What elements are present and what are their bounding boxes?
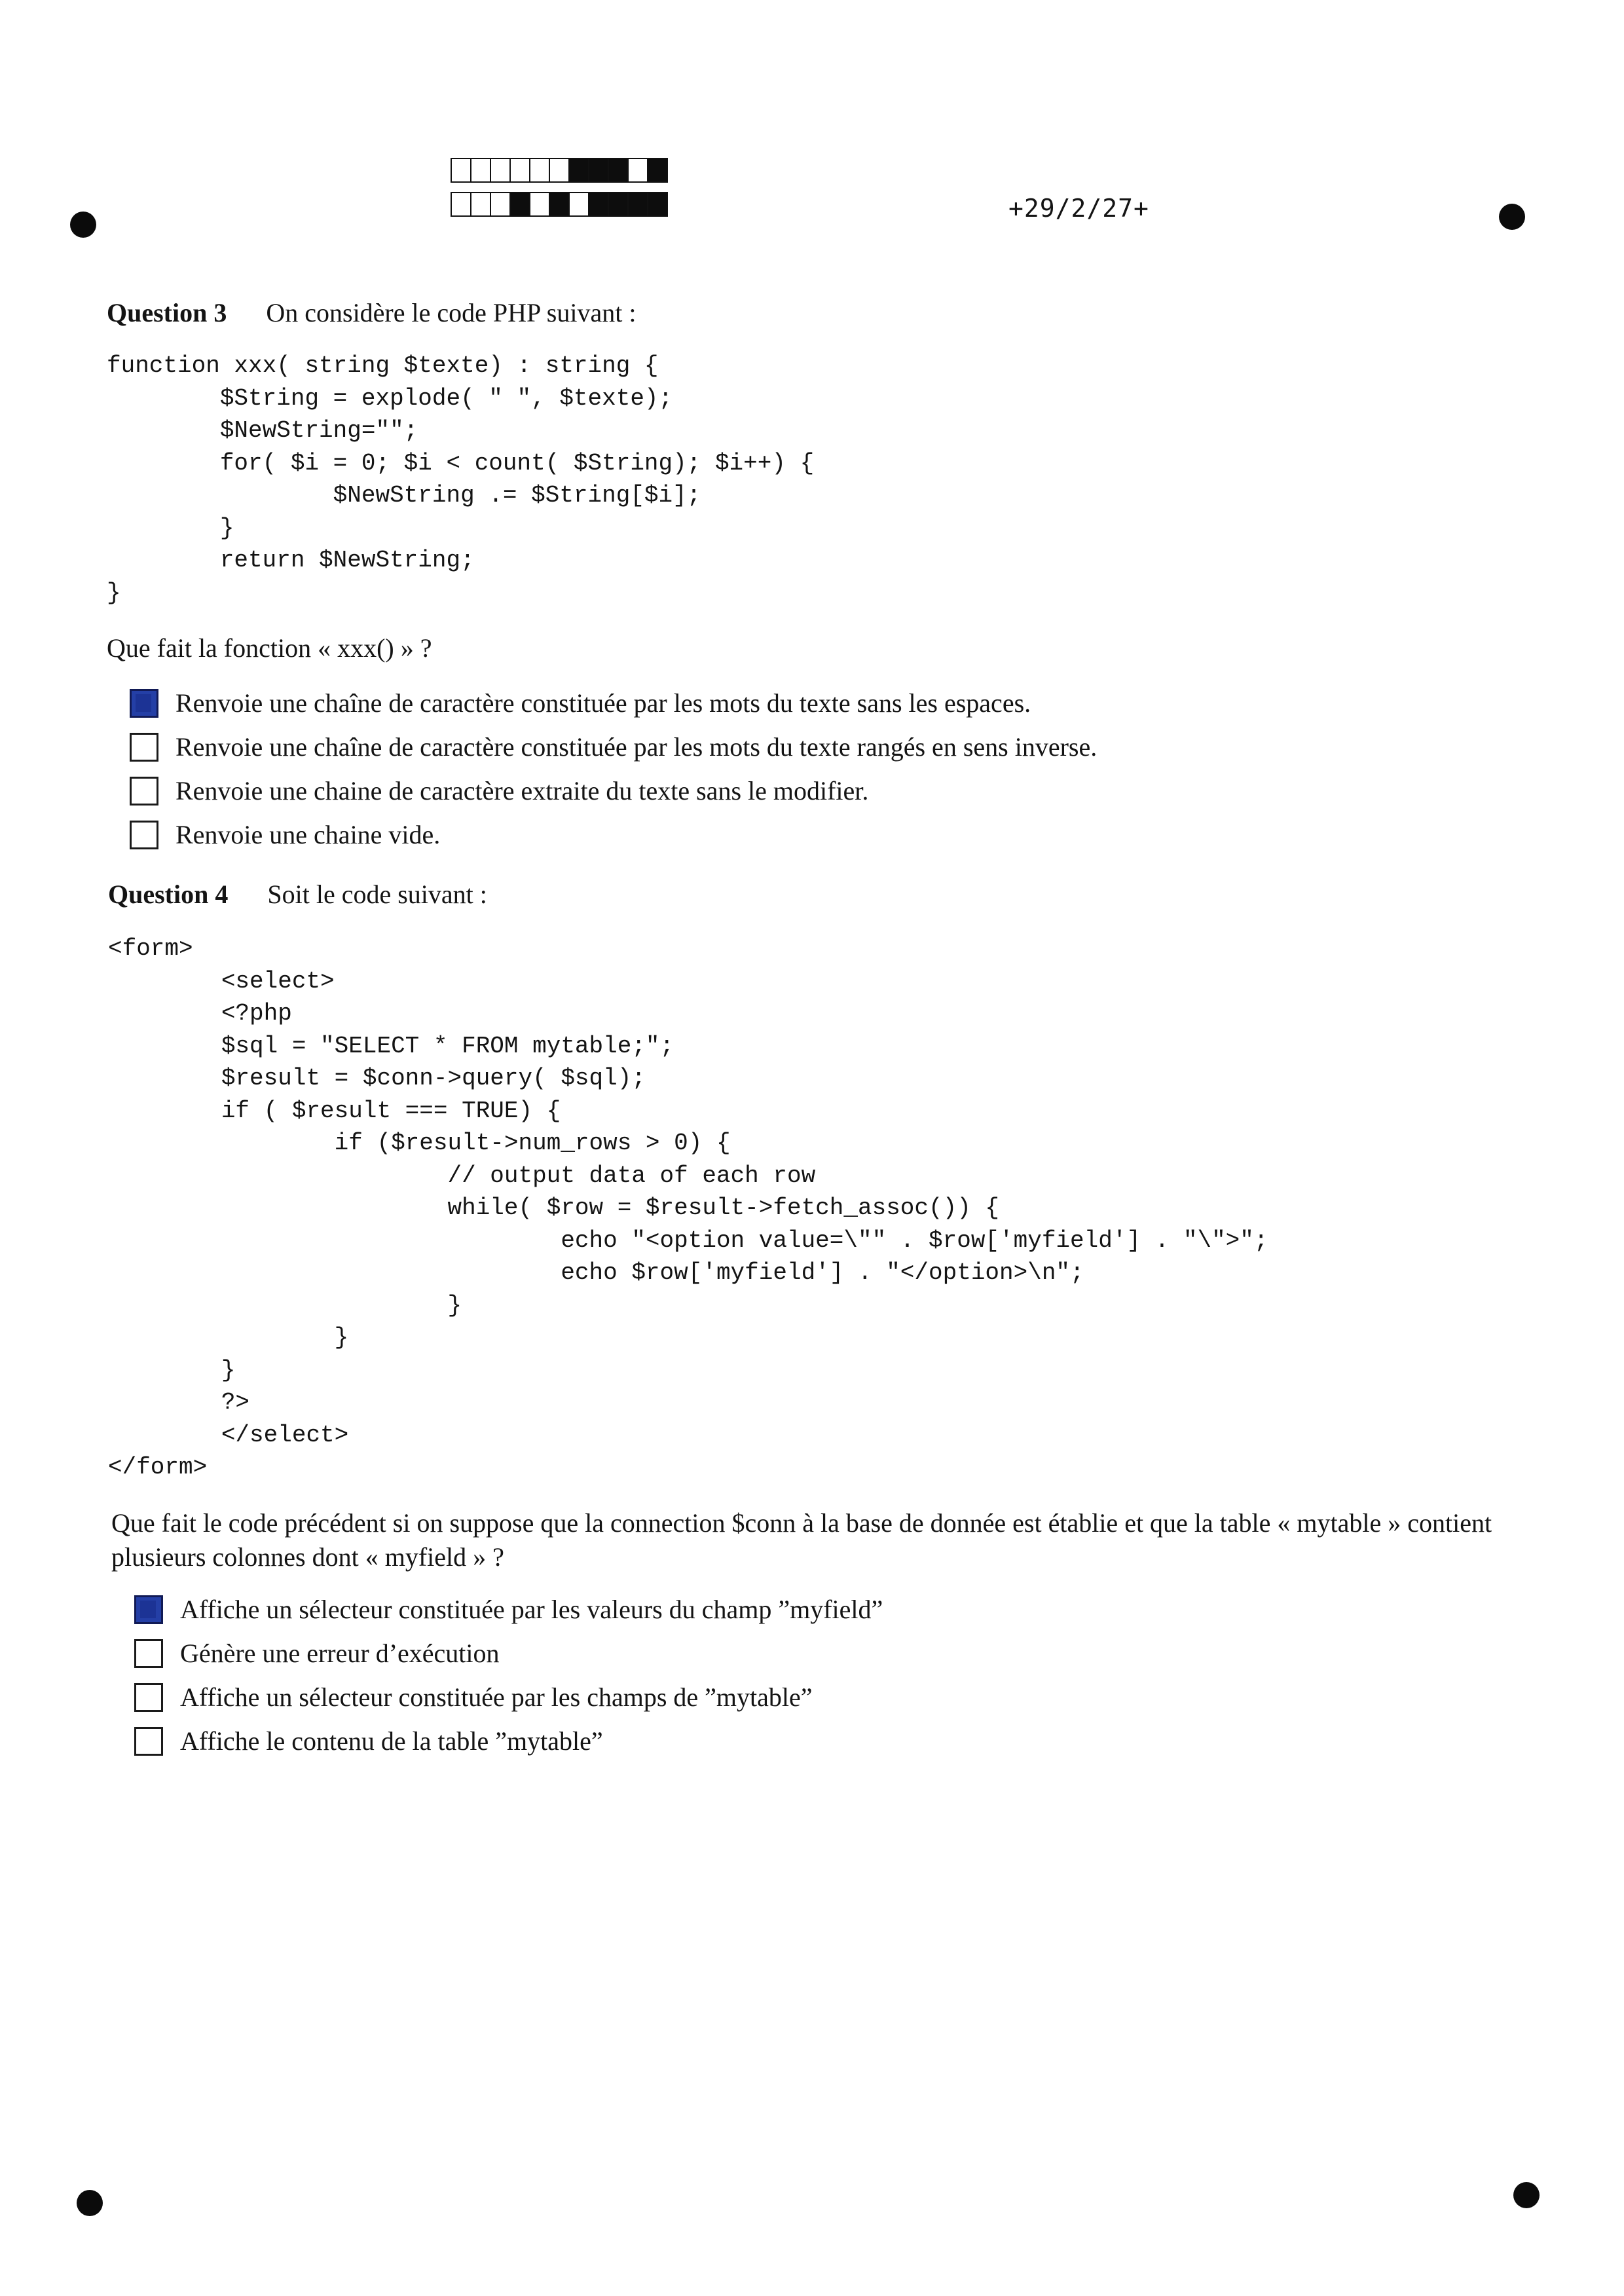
barcode-cell bbox=[491, 158, 511, 183]
question-4-answers bbox=[134, 1587, 883, 1763]
barcode-cell bbox=[570, 192, 589, 217]
barcode-cell bbox=[511, 158, 530, 183]
barcode-cell bbox=[589, 158, 609, 183]
answer-text: Affiche le contenu de la table ”mytable” bbox=[180, 1726, 603, 1756]
answer-option[interactable] bbox=[134, 1587, 883, 1631]
answer-text: Renvoie une chaîne de caractère constituée par les mots du texte sans les espaces. bbox=[175, 688, 1031, 718]
barcode-cell bbox=[550, 192, 570, 217]
barcode-row-2 bbox=[451, 192, 668, 217]
question-4-code: <form> <select> <?php $sql = "SELECT * FROM mytable;"; $result = $conn->query( $sql); if ( $result === TRUE) { if ($result->num_rows > 0) { // output data of each row while( $row = $result->fetch_assoc()) { echo "<option value=\"" . $row['myfield'] . "\">"; echo $row['myfield'] . "</option>\n"; } } } ?> </select> </form> bbox=[108, 935, 1268, 1481]
barcode-cell bbox=[511, 192, 530, 217]
barcode-cell bbox=[491, 192, 511, 217]
answer-checkbox[interactable] bbox=[134, 1595, 163, 1624]
barcode-cell bbox=[471, 192, 491, 217]
answer-text: Renvoie une chaîne de caractère constituée par les mots du texte rangés en sens inverse. bbox=[175, 732, 1098, 762]
answer-text: Génère une erreur d’exécution bbox=[180, 1639, 500, 1668]
question-4-prompt: Que fait le code précédent si on suppose que la connection $conn à la base de donnée est établie et que la table « mytable » contient plusieurs colonnes dont « myfield » ? bbox=[111, 1508, 1492, 1572]
answer-text: Renvoie une chaine vide. bbox=[175, 820, 441, 849]
question-4-intro: Soit le code suivant : bbox=[267, 880, 487, 909]
answer-option[interactable] bbox=[130, 769, 1097, 813]
question-3-header bbox=[107, 297, 636, 328]
answer-option[interactable] bbox=[134, 1675, 883, 1719]
question-4-header bbox=[108, 879, 487, 910]
answer-text: Renvoie une chaine de caractère extraite du texte sans le modifier. bbox=[175, 776, 869, 805]
barcode-cell bbox=[471, 158, 491, 183]
barcode-cell bbox=[589, 192, 609, 217]
question-3-answers bbox=[130, 681, 1097, 857]
barcode-cell bbox=[648, 192, 668, 217]
answer-option[interactable] bbox=[134, 1631, 883, 1675]
registration-mark-bottom-left bbox=[77, 2190, 103, 2216]
barcode-cell bbox=[451, 192, 471, 217]
question-3-prompt: Que fait la fonction « xxx() » ? bbox=[107, 633, 432, 663]
answer-checkbox[interactable] bbox=[134, 1727, 163, 1756]
page-id: +29/2/27+ bbox=[1008, 194, 1149, 223]
answer-checkbox[interactable] bbox=[130, 821, 158, 849]
barcode-cell bbox=[609, 158, 629, 183]
answer-option[interactable] bbox=[130, 681, 1097, 725]
barcode-cell bbox=[530, 192, 550, 217]
barcode-cell bbox=[451, 158, 471, 183]
barcode-cell bbox=[530, 158, 550, 183]
answer-option[interactable] bbox=[130, 725, 1097, 769]
answer-checkbox[interactable] bbox=[134, 1683, 163, 1712]
barcode-row-1 bbox=[451, 158, 668, 183]
barcode-cell bbox=[629, 192, 648, 217]
answer-checkbox[interactable] bbox=[130, 689, 158, 718]
answer-checkbox[interactable] bbox=[130, 777, 158, 805]
question-3-code: function xxx( string $texte) : string { $String = explode( " ", $texte); $NewString=""; for( $i = 0; $i < count( $String); $i++) { $NewString .= $String[$i]; } return $NewString; } bbox=[107, 352, 815, 606]
answer-option[interactable] bbox=[130, 813, 1097, 857]
barcode-cell bbox=[570, 158, 589, 183]
question-4-label: Question 4 bbox=[108, 880, 229, 909]
answer-checkbox[interactable] bbox=[130, 733, 158, 762]
barcode-cell bbox=[609, 192, 629, 217]
answer-checkbox[interactable] bbox=[134, 1639, 163, 1668]
answer-text: Affiche un sélecteur constituée par les champs de ”mytable” bbox=[180, 1682, 813, 1712]
barcode-cell bbox=[550, 158, 570, 183]
question-3-intro: On considère le code PHP suivant : bbox=[266, 298, 637, 327]
answer-text: Affiche un sélecteur constituée par les valeurs du champ ”myfield” bbox=[180, 1595, 883, 1624]
registration-mark-bottom-right bbox=[1513, 2182, 1540, 2208]
barcode-cell bbox=[648, 158, 668, 183]
answer-option[interactable] bbox=[134, 1719, 883, 1763]
question-3-label: Question 3 bbox=[107, 298, 227, 327]
registration-mark-top-left bbox=[70, 212, 96, 238]
barcode-cell bbox=[629, 158, 648, 183]
registration-mark-top-right bbox=[1499, 204, 1525, 230]
